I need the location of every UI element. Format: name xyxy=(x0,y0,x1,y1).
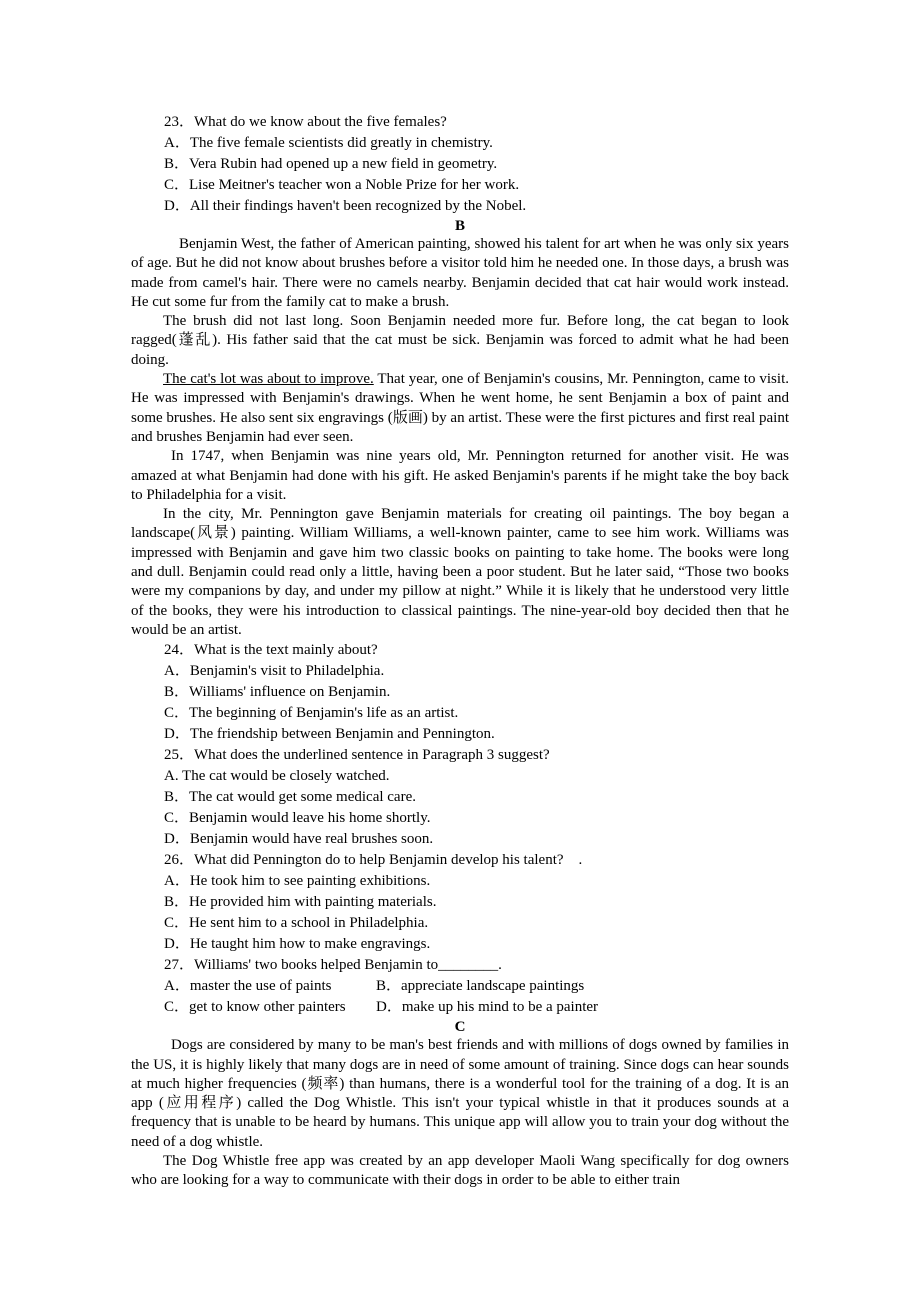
option-c: C．Lise Meitner's teacher won a Noble Prize for her work. xyxy=(164,177,520,193)
question-24 xyxy=(131,640,789,745)
document-page xyxy=(131,112,789,1191)
passage-b xyxy=(131,235,789,640)
option-a: A．Benjamin's visit to Philadelphia. xyxy=(164,663,385,680)
option-c: C．get to know other painters xyxy=(164,999,346,1016)
underlined-sentence: The cat's lot was about to improve. xyxy=(163,371,374,388)
option-a: A．He took him to see painting exhibitions. xyxy=(164,873,431,890)
question-23 xyxy=(131,112,789,217)
option-row-cd xyxy=(131,997,789,1018)
paragraph-5: In the city, Mr. Pennington gave Benjamin materials for creating oil paintings. The boy began a landscape(风景) painting. William Williams, a well-known painter, came to see him work. Williams was impressed with Benjamin and gave him two classic books on painting to take home. The books were long and dull. Benjamin could read only a little, having been a poor student. But he later said, “Those two books were my companions by day, and under my pillow at night.” While it is likely that he understood very little of the books, they were his introduction to classical paintings. The nine-year-old boy decided then that he would be an artist. xyxy=(131,506,789,638)
passage-c xyxy=(131,1036,789,1190)
question-26 xyxy=(131,850,789,955)
option-b: B．He provided him with painting materials. xyxy=(164,894,437,911)
question-25 xyxy=(131,745,789,850)
option-b: B．The cat would get some medical care. xyxy=(164,789,416,806)
section-heading-b: B xyxy=(454,218,465,234)
paragraph-1: Dogs are considered by many to be man's best friends and with millions of dogs owned by families in the US, it is highly likely that many dogs are in need of some amount of training. Since dogs can hear sounds at much higher frequencies (频率) than humans, there is a wonderful tool for the training of a dog. It is an app (应用程序) called the Dog Whistle. This isn't your typical whistle in that it produces sounds at a frequency that is unable to be heard by humans. This unique app will allow you to train your dog without the need of a dog whistle. xyxy=(131,1037,789,1150)
option-d: D．All their findings haven't been recognized by the Nobel. xyxy=(164,198,527,214)
option-b: B．Vera Rubin had opened up a new field in geometry. xyxy=(164,156,498,172)
paragraph-1: Benjamin West, the father of American painting, showed his talent for art when he was only six years of age. But he did not know about brushes before a visitor told him he needed one. In those days, a brush was made from camel's hair. There were no camels nearby. Benjamin decided that cat hair would work instead. He cut some fur from the family cat to make a brush. xyxy=(131,236,789,310)
option-a: A．The five female scientists did greatly in chemistry. xyxy=(164,135,493,151)
question-stem: 27．Williams' two books helped Benjamin to________. xyxy=(164,957,502,974)
question-stem: 26．What did Pennington do to help Benjamin develop his talent? . xyxy=(164,852,583,869)
paragraph-2: The Dog Whistle free app was created by an app developer Maoli Wang specifically for dog owners who are looking for a way to communicate with their dogs in order to be able to either train xyxy=(131,1153,789,1189)
option-c: C．Benjamin would leave his home shortly. xyxy=(164,810,431,827)
question-27 xyxy=(131,955,789,1018)
option-a: A．master the use of paints xyxy=(164,978,332,995)
option-row-ab xyxy=(131,976,789,997)
option-c: C．He sent him to a school in Philadelphia. xyxy=(164,915,429,932)
option-a: A. The cat would be closely watched. xyxy=(164,768,390,785)
option-d: D．The friendship between Benjamin and Pennington. xyxy=(164,726,495,743)
option-b: B．appreciate landscape paintings xyxy=(376,978,585,995)
option-d: D．He taught him how to make engravings. xyxy=(164,936,431,953)
option-d: D．Benjamin would have real brushes soon. xyxy=(164,831,434,848)
question-stem: 25．What does the underlined sentence in Paragraph 3 suggest? xyxy=(164,747,550,764)
paragraph-3-text: That year, one of Benjamin's cousins, Mr. Pennington, came to visit. He was impressed with Benjamin's drawings. When he went home, he sent Benjamin a box of paint and some brushes. He also sent six engravings (版画) by an artist. These were the first pictures and first real paint and brushes Benjamin had ever seen. xyxy=(131,371,789,445)
section-heading-c: C xyxy=(454,1019,466,1036)
option-b: B．Williams' influence on Benjamin. xyxy=(164,684,391,701)
paragraph-2: The brush did not last long. Soon Benjamin needed more fur. Before long, the cat began to look ragged(蓬乱). His father said that the cat must be sick. Benjamin was forced to admit what he had been doing. xyxy=(131,313,789,368)
paragraph-4: In 1747, when Benjamin was nine years old, Mr. Pennington returned for another visit. He was amazed at what Benjamin had done with his gift. He asked Benjamin's parents if he might take the boy back to Philadelphia for a visit. xyxy=(131,448,789,503)
option-d: D．make up his mind to be a painter xyxy=(376,999,599,1016)
paragraph-3 xyxy=(131,370,789,447)
question-stem: 23．What do we know about the five females? xyxy=(164,114,447,130)
option-c: C．The beginning of Benjamin's life as an artist. xyxy=(164,705,459,722)
question-stem: 24．What is the text mainly about? xyxy=(164,642,378,659)
